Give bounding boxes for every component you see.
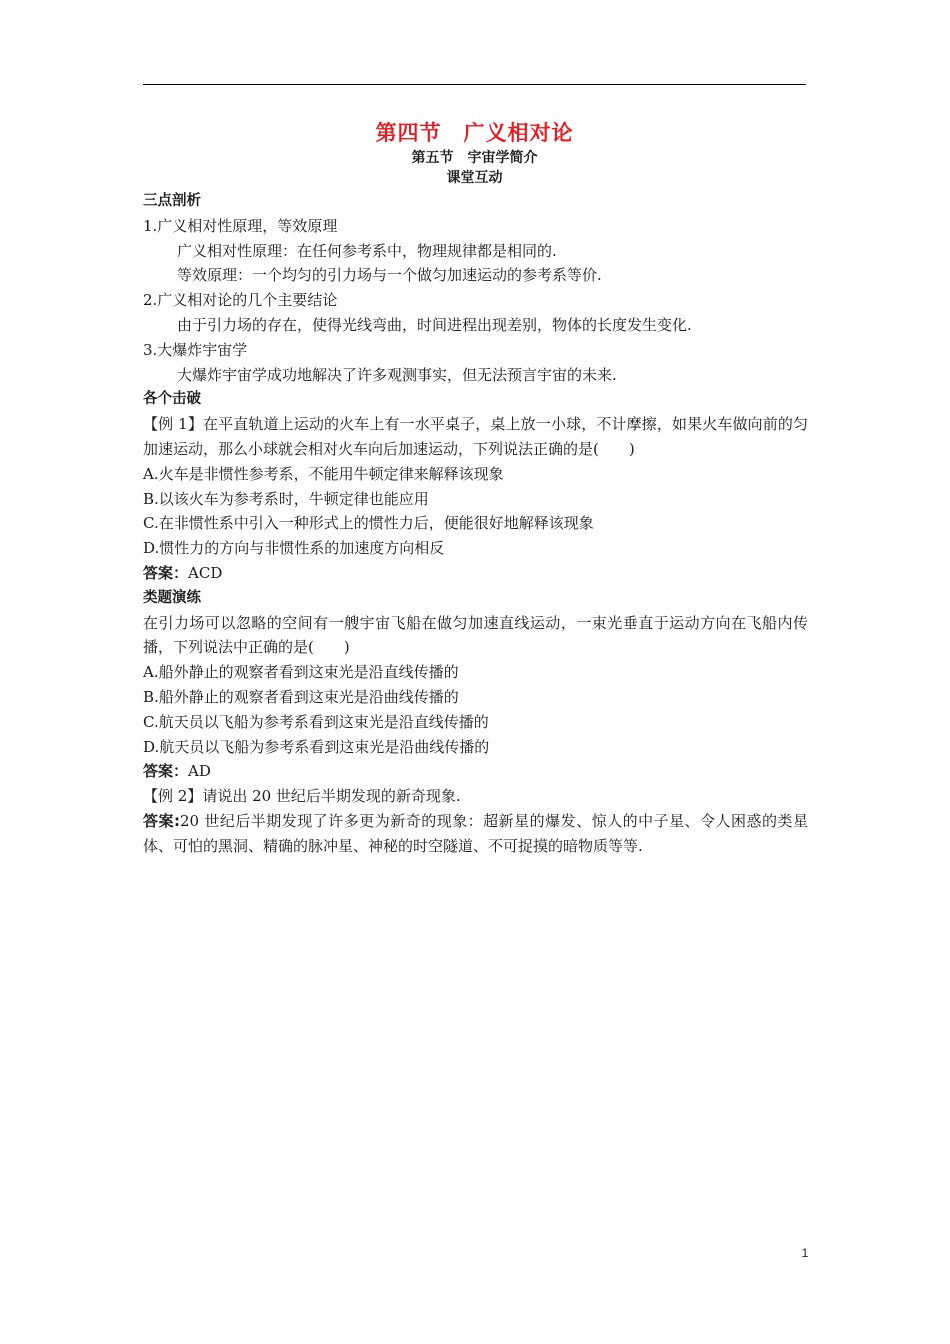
example-1-tag: 【例 1】 xyxy=(143,415,203,434)
answer-value: AD xyxy=(188,762,211,781)
practice-heading: 类题演练 xyxy=(143,589,201,606)
subtitle-section: 第五节 宇宙学简介 xyxy=(411,150,538,166)
header-rule xyxy=(143,84,806,85)
point-2-line-1: 由于引力场的存在，使得光线弯曲，时间进程出现差别，物体的长度发生变化. xyxy=(177,315,692,334)
example-1-option-a: A.火车是非惯性参考系，不能用牛顿定律来解释该现象 xyxy=(143,464,504,483)
answer-label: 答案： xyxy=(143,563,189,582)
page-number: 1 xyxy=(801,1246,809,1260)
document-body xyxy=(143,189,808,859)
point-1-line-2: 等效原理：一个均匀的引力场与一个做匀加速运动的参考系等价. xyxy=(177,266,602,285)
answer-value: ACD xyxy=(188,563,223,582)
practice-option-c: C.航天员以飞船为参考系看到这束光是沿直线传播的 xyxy=(143,712,489,731)
example-1-text: 在平直轨道上运动的火车上有一水平桌子，桌上放一小球，不计摩擦，如果火车做向前的匀加速运动，那么小球就会相对火车向后加速运动，下列说法正确的是( ) xyxy=(143,415,809,458)
answer-label: 答案： xyxy=(143,762,189,781)
title-block xyxy=(143,118,806,188)
subtitle-classroom: 课堂互动 xyxy=(446,170,503,186)
example-2-question xyxy=(143,784,808,809)
point-3-title: 3.大爆炸宇宙学 xyxy=(143,340,248,359)
example-2-tag: 【例 2】 xyxy=(143,787,203,806)
example-1-question xyxy=(143,412,808,462)
answer-label: 答案: xyxy=(143,811,180,830)
practice-option-b: B.船外静止的观察者看到这束光是沿曲线传播的 xyxy=(143,687,459,706)
example-1-option-c: C.在非惯性系中引入一种形式上的惯性力后，便能很好地解释该现象 xyxy=(143,514,594,533)
example-1-option-d: D.惯性力的方向与非惯性系的加速度方向相反 xyxy=(143,539,445,558)
point-3-line-1: 大爆炸宇宙学成功地解决了许多观测事实，但无法预言宇宙的未来. xyxy=(177,365,617,384)
practice-option-a: A.船外静止的观察者看到这束光是沿直线传播的 xyxy=(143,663,459,682)
example-1-option-b: B.以该火车为参考系时，牛顿定律也能应用 xyxy=(143,489,429,508)
main-title: 第四节 广义相对论 xyxy=(375,121,574,145)
example-2-answer xyxy=(143,809,808,859)
point-1-line-1: 广义相对性原理：在任何参考系中，物理规律都是相同的. xyxy=(177,241,557,260)
practice-option-d: D.航天员以飞船为参考系看到这束光是沿曲线传播的 xyxy=(143,737,490,756)
practice-answer xyxy=(143,759,808,784)
point-1-title: 1.广义相对性原理，等效原理 xyxy=(143,216,338,235)
section-heading-analysis: 三点剖析 xyxy=(143,193,201,209)
example-1-answer xyxy=(143,561,808,586)
section-heading-breakthrough: 各个击破 xyxy=(143,391,201,408)
example-2-text: 请说出 20 世纪后半期发现的新奇现象. xyxy=(202,787,461,806)
point-2-title: 2.广义相对论的几个主要结论 xyxy=(143,291,338,310)
practice-question: 在引力场可以忽略的空间有一艘宇宙飞船在做匀加速直线运动，一束光垂直于运动方向在飞船内传播，下列说法中正确的是( ) xyxy=(143,613,808,657)
answer-value: 20 世纪后半期发现了许多更为新奇的现象：超新星的爆发、惊人的中子星、令人困惑的类星体、可怕的黑洞、精确的脉冲星、神秘的时空隧道、不可捉摸的暗物质等等. xyxy=(143,811,809,855)
